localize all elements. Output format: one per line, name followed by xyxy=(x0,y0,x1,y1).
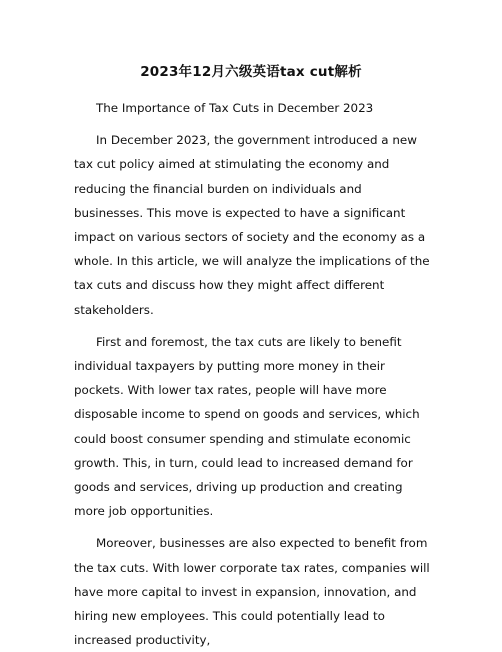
document-body xyxy=(74,96,430,652)
paragraph-1: In December 2023, the government introduced a new tax cut policy aimed at stimulating the economy and reducing the financial burden on individuals and businesses. This move is expected to have a significant impact on various sectors of society and the economy as a whole. In this article, we will analyze the implications of the tax cuts and discuss how they might affect different stakeholders. xyxy=(74,133,430,317)
document-title: 2023年12月六级英语tax cut解析 xyxy=(140,64,362,80)
paragraph-3: Moreover, businesses are also expected to benefit from the tax cuts. With lower corporate tax rates, companies will have more capital to invest in expansion, innovation, and hiring new employees. This could potentially lead to increased productivity, xyxy=(74,536,430,648)
paragraph-2: First and foremost, the tax cuts are likely to benefit individual taxpayers by putting more money in their pockets. With lower tax rates, people will have more disposable income to spend on goods and services, which could boost consumer spending and stimulate economic growth. This, in turn, could lead to increased demand for goods and services, driving up production and creating more job opportunities. xyxy=(74,334,420,519)
document-subtitle: The Importance of Tax Cuts in December 2023 xyxy=(96,101,374,115)
